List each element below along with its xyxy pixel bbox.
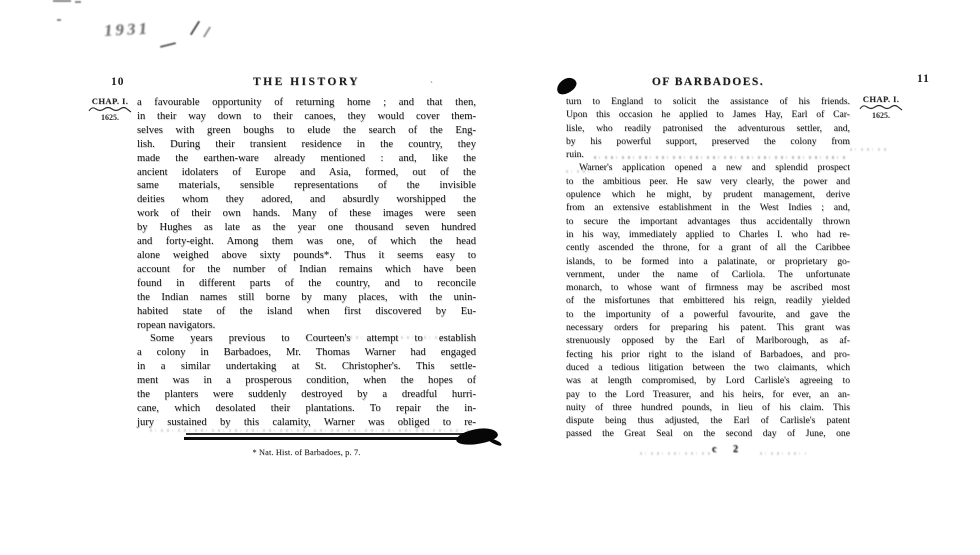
bleed-through-smudge <box>305 336 473 339</box>
text-line: strenuously opposed by the Earl of Marlborough, as af- <box>566 335 850 347</box>
left-running-header: THE HISTORY <box>252 76 361 88</box>
chapter-brace-flourish <box>88 106 132 113</box>
right-running-header: OF BARBADOES. <box>651 76 765 88</box>
text-line: and forty-eight. Among them was one, of which the head <box>137 236 476 248</box>
text-line: islands, to be formed into a palatinate, or proprietary go- <box>566 255 850 267</box>
text-line: selves with green boughs to elude the search of the Eng- <box>137 124 476 136</box>
text-line: cently ascended the throne, for a grant of all the Caribbee <box>566 242 850 254</box>
text-line: in his way, immediately applied to Charles I. who had re- <box>566 228 850 240</box>
text-line: found in different parts of the country, and to reconcile <box>137 277 476 289</box>
chapter-brace-flourish <box>859 104 903 111</box>
text-line: passed the Great Seal on the second day of June, one <box>566 428 850 440</box>
scan-edge-artifact <box>57 19 61 21</box>
bleed-through-smudge <box>760 452 806 455</box>
text-line: in their way down to their canoes, they would cover them- <box>137 110 476 122</box>
stamp-slash-mark <box>203 26 211 37</box>
text-line: lisle, who readily patronised the adventurous settler, and, <box>566 122 850 134</box>
text-line: ruin. <box>566 149 584 161</box>
text-line: dispute being thus adjusted, the Earl of Carlisle's patent <box>566 415 850 427</box>
text-line: pay to the Lord Treasurer, and his heirs, for ever, an an- <box>566 388 850 400</box>
text-line: opulence which he might, by prudent management, derive <box>566 189 850 201</box>
bleed-through-smudge <box>594 156 846 159</box>
text-line: deities whom they adored, and absurdly worshipped the <box>137 194 476 206</box>
right-page-number: 11 <box>917 73 930 85</box>
text-line: habited state of the island when first discovered by Eu- <box>137 305 476 317</box>
year-label: 1625. <box>101 113 119 122</box>
bleed-through-smudge <box>150 429 470 432</box>
text-line: ment was in a prosperous condition, when the hopes of <box>137 375 476 387</box>
text-line: turn to England to solicit the assistance of his friends. <box>566 96 850 107</box>
footnote-text: * Nat. Hist. of Barbadoes, p. 7. <box>252 448 361 457</box>
text-line: work of their own hands. Many of these images were seen <box>137 208 476 220</box>
text-line: ropean navigators. <box>137 319 216 331</box>
text-line: necessary orders for preparing his patent. This grant was <box>566 322 850 334</box>
text-line: the Indian names still borne by many places, with the unin- <box>137 291 476 303</box>
text-line: nuity of three hundred pounds, in lieu of his claim. This <box>566 401 850 413</box>
chapter-label: CHAP. I. <box>91 96 129 106</box>
signature-mark: c 2 <box>712 444 745 455</box>
text-line: vernment, under the name of Carliola. The unfortunate <box>566 268 850 280</box>
bleed-through-smudge <box>566 170 594 173</box>
left-margin-chapter-note <box>82 96 138 122</box>
text-line: by Hughes as late as the year one thousand seven hundred <box>137 222 476 234</box>
text-line: a favourable opportunity of returning home ; and that then, <box>137 97 476 108</box>
text-line: Some years previous to Courteen's attempt to establish <box>150 333 476 345</box>
stamp-mark: 1931 <box>103 18 151 41</box>
text-line: account for the number of Indian remains which have been <box>137 263 476 275</box>
text-line: to the importunity of a powerful favourite, and gave the <box>566 308 850 320</box>
page-10-body-text <box>137 96 476 430</box>
text-line: made the earthen-ware already mentioned : and, like the <box>137 152 476 164</box>
text-line: the planters were suddenly destroyed by a dreadful hurri- <box>137 389 476 401</box>
text-line: monarch, to whose want of firmness may be ascribed most <box>566 282 850 294</box>
text-line: by his powerful support, preserved the colony from <box>566 135 850 147</box>
scan-edge-artifact <box>75 1 81 3</box>
left-page-number: 10 <box>111 76 125 88</box>
right-margin-chapter-note <box>853 94 909 120</box>
footnote-rule <box>184 437 476 440</box>
text-line: Upon this occasion he applied to James Hay, Earl of Car- <box>566 109 850 121</box>
text-line: fecting his prior right to the island of Barbadoes, and pro- <box>566 348 850 360</box>
page-11-body-text <box>566 95 850 441</box>
ink-speck: ` <box>430 80 433 90</box>
text-line: duced a tedious litigation between the two claimants, which <box>566 361 850 373</box>
scan-edge-artifact <box>53 0 71 2</box>
text-line: of the misfortunes that embittered his reign, readily yielded <box>566 295 850 307</box>
year-label: 1625. <box>872 111 890 120</box>
stamp-slash-mark <box>190 21 200 36</box>
text-line: alone weighed above sixty pounds*. Thus it seems easy to <box>137 249 476 261</box>
text-line: lish. During their transient residence in the country, they <box>137 138 476 150</box>
text-line: was at length compromised, by Lord Carlisle's agreeing to <box>566 375 850 387</box>
text-line: cane, which desolated their plantations. To repair the in- <box>137 402 476 414</box>
text-line: jury sustained by this calamity, Warner was obliged to re- <box>137 416 476 428</box>
text-line: in a similar undertaking at St. Christopher's. This settle- <box>137 361 476 373</box>
bleed-through-smudge <box>850 148 888 151</box>
bleed-through-smudge <box>640 452 710 455</box>
text-line: from an extensive establishment in the West Indies ; and, <box>566 202 850 214</box>
chapter-label: CHAP. I. <box>862 94 900 104</box>
stamp-underline-mark <box>160 42 176 48</box>
footnote-rule-echo <box>186 433 482 435</box>
text-line: ancient idolaters of Europe and Asia, formed, out of the <box>137 166 476 178</box>
text-line: to the ambitious peer. He saw very clearly, the power and <box>566 175 850 187</box>
pencil-stamp-area <box>98 12 238 52</box>
text-line: same materials, sensible representations of the invisible <box>137 180 476 192</box>
text-line: a colony in Barbadoes, Mr. Thomas Warner had engaged <box>137 347 476 359</box>
text-line: Warner's application opened a new and splendid prospect <box>579 162 850 174</box>
text-line: to secure the important advantages thus accidentally thrown <box>566 215 850 227</box>
